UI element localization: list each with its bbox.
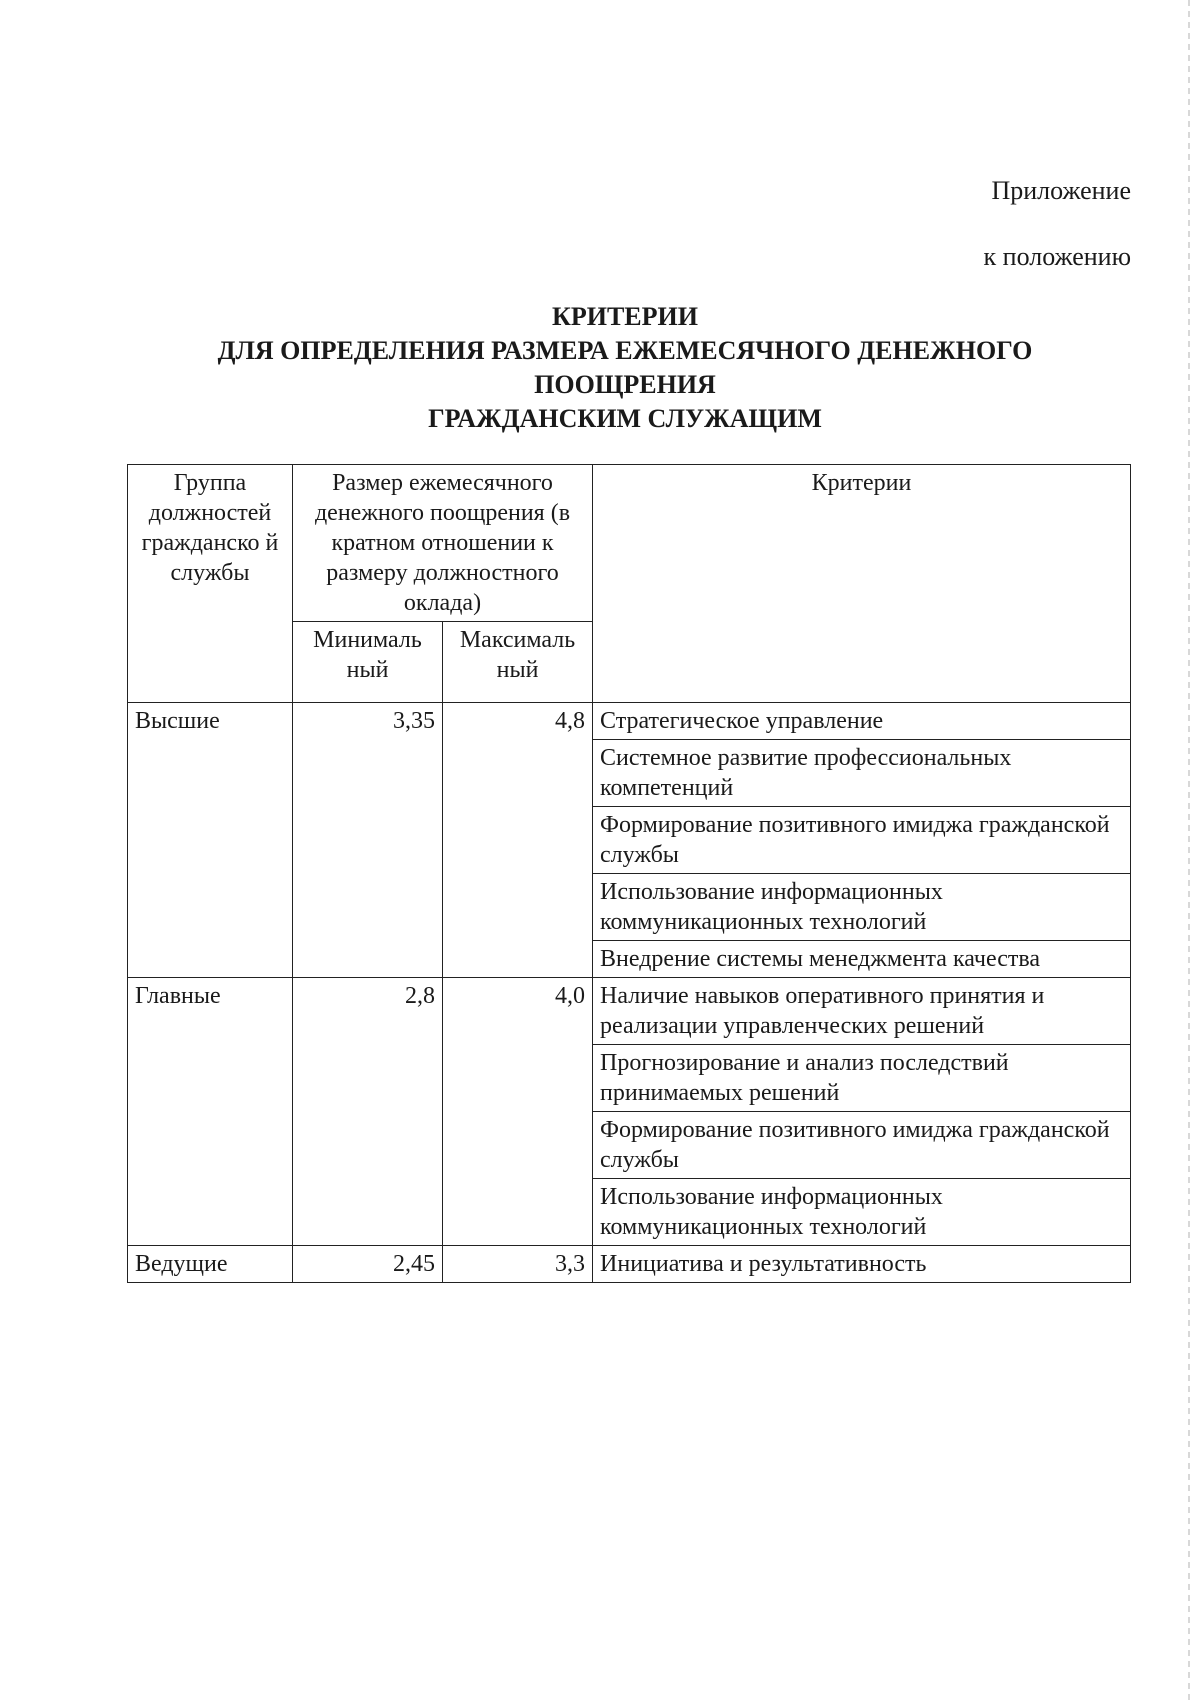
max-value: 3,3 xyxy=(443,1246,593,1283)
annex-title: Приложение xyxy=(991,176,1131,205)
group-cell: Высшие xyxy=(128,703,293,978)
header-group: Группа должностей гражданско й службы xyxy=(128,465,293,703)
table-row xyxy=(128,703,1131,740)
max-value: 4,8 xyxy=(443,703,593,978)
heading-line: КРИТЕРИИ xyxy=(552,302,698,331)
criterion-cell: Инициатива и результативность xyxy=(593,1246,1131,1283)
criterion-cell: Использование информационных коммуникационных технологий xyxy=(593,874,1131,941)
header-row xyxy=(128,465,1131,622)
criterion-cell: Использование информационных коммуникационных технологий xyxy=(593,1179,1131,1246)
min-value: 2,45 xyxy=(293,1246,443,1283)
header-min: Минималь ный xyxy=(293,622,443,703)
group-cell: Ведущие xyxy=(128,1246,293,1283)
annex-reference: к положению xyxy=(983,242,1131,271)
criterion-cell: Наличие навыков оперативного принятия и реализации управленческих решений xyxy=(593,978,1131,1045)
scan-edge xyxy=(1188,0,1190,1702)
criterion-cell: Прогнозирование и анализ последствий принимаемых решений xyxy=(593,1045,1131,1112)
header-max: Максималь ный xyxy=(443,622,593,703)
table-row xyxy=(128,1246,1131,1283)
min-value: 2,8 xyxy=(293,978,443,1246)
criterion-cell: Стратегическое управление xyxy=(593,703,1131,740)
criterion-cell: Формирование позитивного имиджа гражданской службы xyxy=(593,807,1131,874)
heading-line: ПООЩРЕНИЯ xyxy=(534,370,716,399)
criterion-cell: Формирование позитивного имиджа гражданской службы xyxy=(593,1112,1131,1179)
max-value: 4,0 xyxy=(443,978,593,1246)
group-cell: Главные xyxy=(128,978,293,1246)
table-row xyxy=(128,978,1131,1045)
criterion-cell: Внедрение системы менеджмента качества xyxy=(593,941,1131,978)
document-heading xyxy=(120,300,1130,436)
heading-line: ГРАЖДАНСКИМ СЛУЖАЩИМ xyxy=(428,404,822,433)
header-size: Размер ежемесячного денежного поощрения (в кратном отношении к размеру должностного оклада) xyxy=(293,465,593,622)
criteria-table xyxy=(127,464,1131,1283)
criterion-cell: Системное развитие профессиональных компетенций xyxy=(593,740,1131,807)
heading-line: ДЛЯ ОПРЕДЕЛЕНИЯ РАЗМЕРА ЕЖЕМЕСЯЧНОГО ДЕНЕЖНОГО xyxy=(217,336,1033,365)
header-criteria-empty xyxy=(593,622,1131,703)
header-criteria: Критерии xyxy=(593,465,1131,622)
min-value: 3,35 xyxy=(293,703,443,978)
